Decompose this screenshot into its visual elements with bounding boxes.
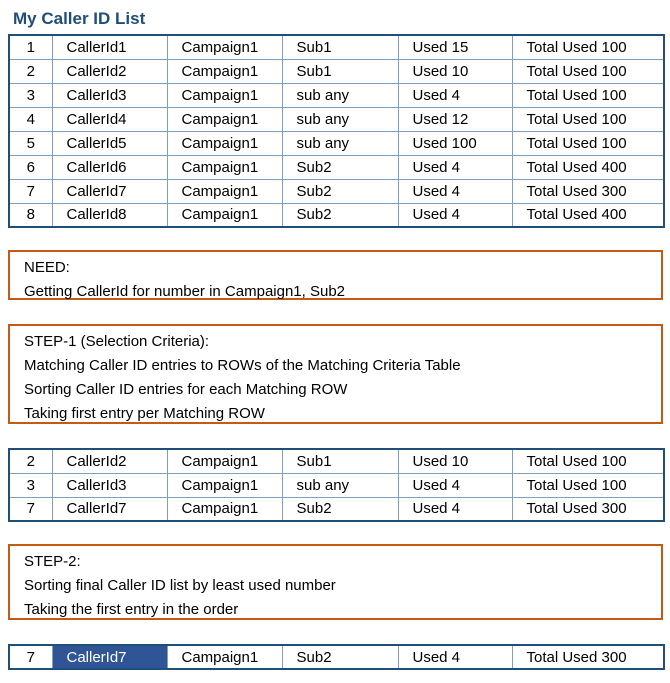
caller-id-cell: CallerId8 [52, 203, 167, 227]
table-row [9, 107, 664, 131]
caller-id-cell: CallerId5 [52, 131, 167, 155]
campaign-cell: Campaign1 [167, 155, 282, 179]
row-number: 7 [9, 645, 52, 669]
caller-id-cell: CallerId1 [52, 35, 167, 59]
sub-cell: Sub2 [282, 497, 398, 521]
sub-cell: sub any [282, 107, 398, 131]
step2-line: Taking the first entry in the order [24, 601, 239, 618]
page-title: My Caller ID List [13, 9, 146, 28]
table-row [9, 449, 664, 473]
campaign-cell: Campaign1 [167, 473, 282, 497]
used-cell: Used 4 [398, 83, 512, 107]
used-cell: Used 4 [398, 179, 512, 203]
row-number: 2 [9, 449, 52, 473]
row-number: 8 [9, 203, 52, 227]
used-cell: Used 4 [398, 497, 512, 521]
sub-cell: Sub2 [282, 155, 398, 179]
table-row [9, 645, 664, 669]
sub-cell: sub any [282, 83, 398, 107]
sub-cell: Sub2 [282, 179, 398, 203]
total-used-cell: Total Used 100 [512, 59, 664, 83]
sub-cell: sub any [282, 473, 398, 497]
total-used-cell: Total Used 300 [512, 645, 664, 669]
caller-id-cell: CallerId3 [52, 473, 167, 497]
sub-cell: Sub1 [282, 59, 398, 83]
caller-id-cell: CallerId6 [52, 155, 167, 179]
used-cell: Used 4 [398, 155, 512, 179]
used-cell: Used 4 [398, 473, 512, 497]
caller-id-cell: CallerId2 [52, 59, 167, 83]
table-row [9, 131, 664, 155]
step2-box [8, 544, 663, 620]
step1-heading: STEP-1 (Selection Criteria): [24, 333, 210, 350]
caller-id-cell: CallerId4 [52, 107, 167, 131]
total-used-cell: Total Used 100 [512, 449, 664, 473]
used-cell: Used 10 [398, 59, 512, 83]
total-used-cell: Total Used 100 [512, 473, 664, 497]
need-text: Getting CallerId for number in Campaign1, Sub2 [24, 283, 346, 300]
used-cell: Used 10 [398, 449, 512, 473]
campaign-cell: Campaign1 [167, 35, 282, 59]
used-cell: Used 15 [398, 35, 512, 59]
sub-cell: Sub1 [282, 35, 398, 59]
table-row [9, 83, 664, 107]
step1-line: Matching Caller ID entries to ROWs of the Matching Criteria Table [24, 357, 461, 374]
step2-line: Sorting final Caller ID list by least used number [24, 577, 336, 594]
caller-id-cell: CallerId3 [52, 83, 167, 107]
campaign-cell: Campaign1 [167, 449, 282, 473]
campaign-cell: Campaign1 [167, 645, 282, 669]
campaign-cell: Campaign1 [167, 83, 282, 107]
table-row [9, 179, 664, 203]
row-number: 6 [9, 155, 52, 179]
sub-cell: sub any [282, 131, 398, 155]
total-used-cell: Total Used 300 [512, 497, 664, 521]
sub-cell: Sub2 [282, 645, 398, 669]
row-number: 2 [9, 59, 52, 83]
table-row [9, 473, 664, 497]
step2-heading: STEP-2: [24, 553, 81, 570]
caller-id-table [8, 34, 665, 228]
caller-id-cell: CallerId2 [52, 449, 167, 473]
caller-id-cell: CallerId7 [52, 645, 167, 669]
row-number: 7 [9, 179, 52, 203]
caller-id-cell: CallerId7 [52, 179, 167, 203]
used-cell: Used 4 [398, 203, 512, 227]
sub-cell: Sub2 [282, 203, 398, 227]
step1-line: Sorting Caller ID entries for each Matching ROW [24, 381, 348, 398]
campaign-cell: Campaign1 [167, 131, 282, 155]
step1-line: Taking first entry per Matching ROW [24, 405, 265, 422]
row-number: 7 [9, 497, 52, 521]
used-cell: Used 4 [398, 645, 512, 669]
total-used-cell: Total Used 100 [512, 107, 664, 131]
final-result-table [8, 644, 665, 670]
row-number: 4 [9, 107, 52, 131]
campaign-cell: Campaign1 [167, 203, 282, 227]
total-used-cell: Total Used 100 [512, 131, 664, 155]
table-row [9, 203, 664, 227]
campaign-cell: Campaign1 [167, 59, 282, 83]
used-cell: Used 12 [398, 107, 512, 131]
sub-cell: Sub1 [282, 449, 398, 473]
campaign-cell: Campaign1 [167, 107, 282, 131]
total-used-cell: Total Used 400 [512, 155, 664, 179]
used-cell: Used 100 [398, 131, 512, 155]
step1-result-table [8, 448, 665, 522]
total-used-cell: Total Used 100 [512, 35, 664, 59]
total-used-cell: Total Used 100 [512, 83, 664, 107]
campaign-cell: Campaign1 [167, 179, 282, 203]
need-box [8, 250, 663, 300]
row-number: 1 [9, 35, 52, 59]
table-row [9, 59, 664, 83]
campaign-cell: Campaign1 [167, 497, 282, 521]
caller-id-cell: CallerId7 [52, 497, 167, 521]
table-row [9, 35, 664, 59]
total-used-cell: Total Used 400 [512, 203, 664, 227]
row-number: 3 [9, 473, 52, 497]
table-row [9, 155, 664, 179]
table-row [9, 497, 664, 521]
need-heading: NEED: [24, 259, 70, 276]
row-number: 3 [9, 83, 52, 107]
total-used-cell: Total Used 300 [512, 179, 664, 203]
step1-box [8, 324, 663, 424]
row-number: 5 [9, 131, 52, 155]
